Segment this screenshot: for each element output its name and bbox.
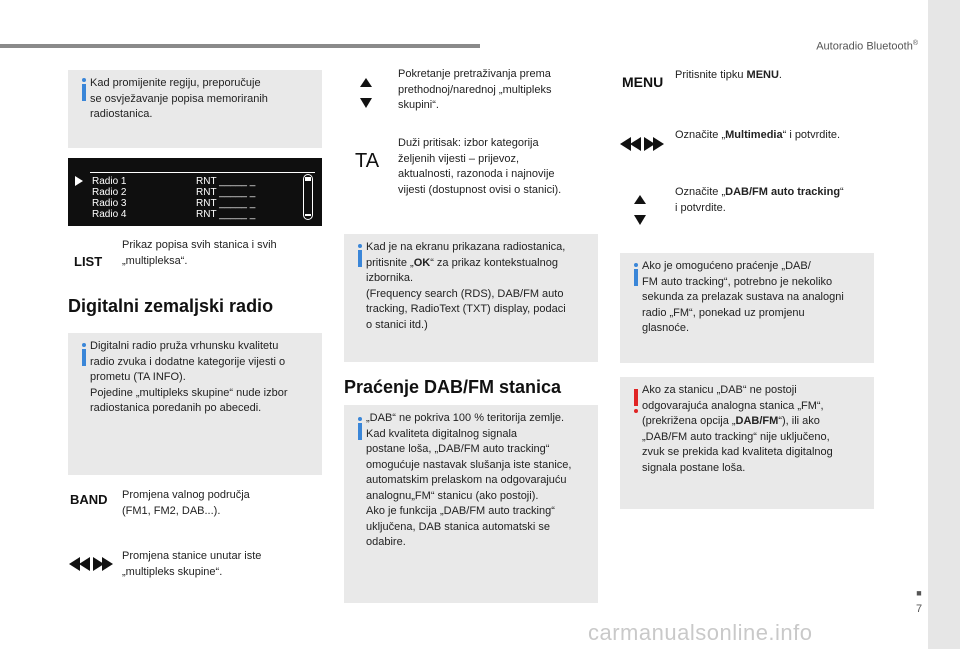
watermark: carmanualsonline.info [588, 620, 813, 645]
play-icon [75, 176, 83, 186]
info-text: Kad promijenite regiju, preporučuje se osvježavanje popisa memoriranih radiostanica. [90, 77, 268, 120]
scroll-end [305, 214, 311, 216]
info-text: Ako je omogućeno praćenje „DAB/ FM auto tracking“, potrebno je nekoliko sekunda za prelazak sustava na analogni radio „FM“, ponekad uz promjenu glasnoće. [642, 260, 844, 334]
divider [90, 172, 315, 173]
top-rule [0, 44, 480, 48]
info-box-auto-tracking [620, 253, 874, 363]
info-box-ok [344, 234, 598, 362]
list-description: Prikaz popisa svih stanica i svih „multipleksa“. [122, 239, 277, 267]
ta-description: Duži pritisak: izbor kategorija željenih vijesti – prijevoz, aktualnosti, razonoda i najnovije vijesti (dostupnost ovisi o stanici). [398, 137, 562, 196]
up-down-arrows-icon [634, 195, 646, 227]
band-description: Promjena valnog područja (FM1, FM2, DAB...). [122, 489, 250, 517]
multimedia-description: Označite „Multimedia“ i potvrdite. [675, 129, 841, 141]
seek-description: Promjena stanice unutar iste „multipleks skupine“. [122, 550, 262, 578]
seek-arrows-icon [620, 137, 664, 151]
radio-row: Radio 3 RNT _____ _ [92, 198, 256, 209]
radio-row: Radio 4 RNT _____ _ [92, 209, 256, 220]
list-button-label: LIST [74, 254, 103, 269]
menu-description: Pritisnite tipku MENU. [675, 69, 782, 81]
section-heading: Praćenje DAB/FM stanica [344, 377, 562, 397]
radio-row: Radio 1 RNT _____ _ [92, 176, 256, 187]
band-button-label: BAND [70, 492, 108, 507]
radio-list-screen [68, 158, 322, 226]
page-number: 7 [915, 603, 923, 615]
info-text: „DAB“ ne pokriva 100 % teritorija zemlje. Kad kvaliteta digitalnog signala postane loša, „DAB/FM auto tracking“ omogućuje nastavak slušanja iste stanice, automatskim prelaskom na odgovarajuću analognu„FM“ stanicu (ako postoji). Ako je funkcija „DAB/FM auto tracking“ uključena, DAB stanica automatski se odabire. [366, 412, 572, 548]
section-heading: Digitalni zemaljski radio [68, 296, 274, 316]
ta-button-label: TA [355, 150, 380, 172]
info-box-region [68, 70, 322, 148]
info-text: Kad je na ekranu prikazana radiostanica, pritisnite „OK“ za prikaz kontekstualnog izbornika. (Frequency search (RDS), DAB/FM auto tracking, RadioText (TXT) display, podaci o stanici itd.) [366, 241, 566, 331]
menu-button-label: MENU [622, 74, 664, 90]
tracking-description: Označite „DAB/FM auto tracking“ i potvrdite. [675, 186, 844, 214]
side-rail [928, 0, 960, 649]
warning-box [620, 377, 874, 509]
updown-description: Pokretanje pretraživanja prema prethodnoj/narednoj „multipleks skupini“. [398, 68, 552, 111]
seek-arrows-icon [69, 557, 113, 571]
page-marker: ■ [916, 588, 922, 598]
info-text: Digitalni radio pruža vrhunsku kvalitetu radio zvuka i dodatne kategorije vijesti o prometu (TA INFO). Pojedine „multipleks skupine“ nude izbor radiostanica poredanih po abecedi. [90, 340, 288, 414]
up-down-arrows-icon [360, 78, 372, 110]
scroll-thumb [305, 177, 311, 181]
warning-text: Ako za stanicu „DAB“ ne postoji odgovarajuća analogna stanica „FM“, (prekrižena opcija „DAB/FM“), ili ako „DAB/FM auto tracking“ nije uključeno, zvuk se prekida kad kvaliteta digitalnog signala postane loša. [642, 384, 833, 474]
radio-row: Radio 2 RNT _____ _ [92, 187, 256, 198]
info-box-tracking [344, 405, 598, 603]
section-header: Autoradio Bluetooth® [816, 40, 918, 53]
info-box-digital [68, 333, 322, 475]
